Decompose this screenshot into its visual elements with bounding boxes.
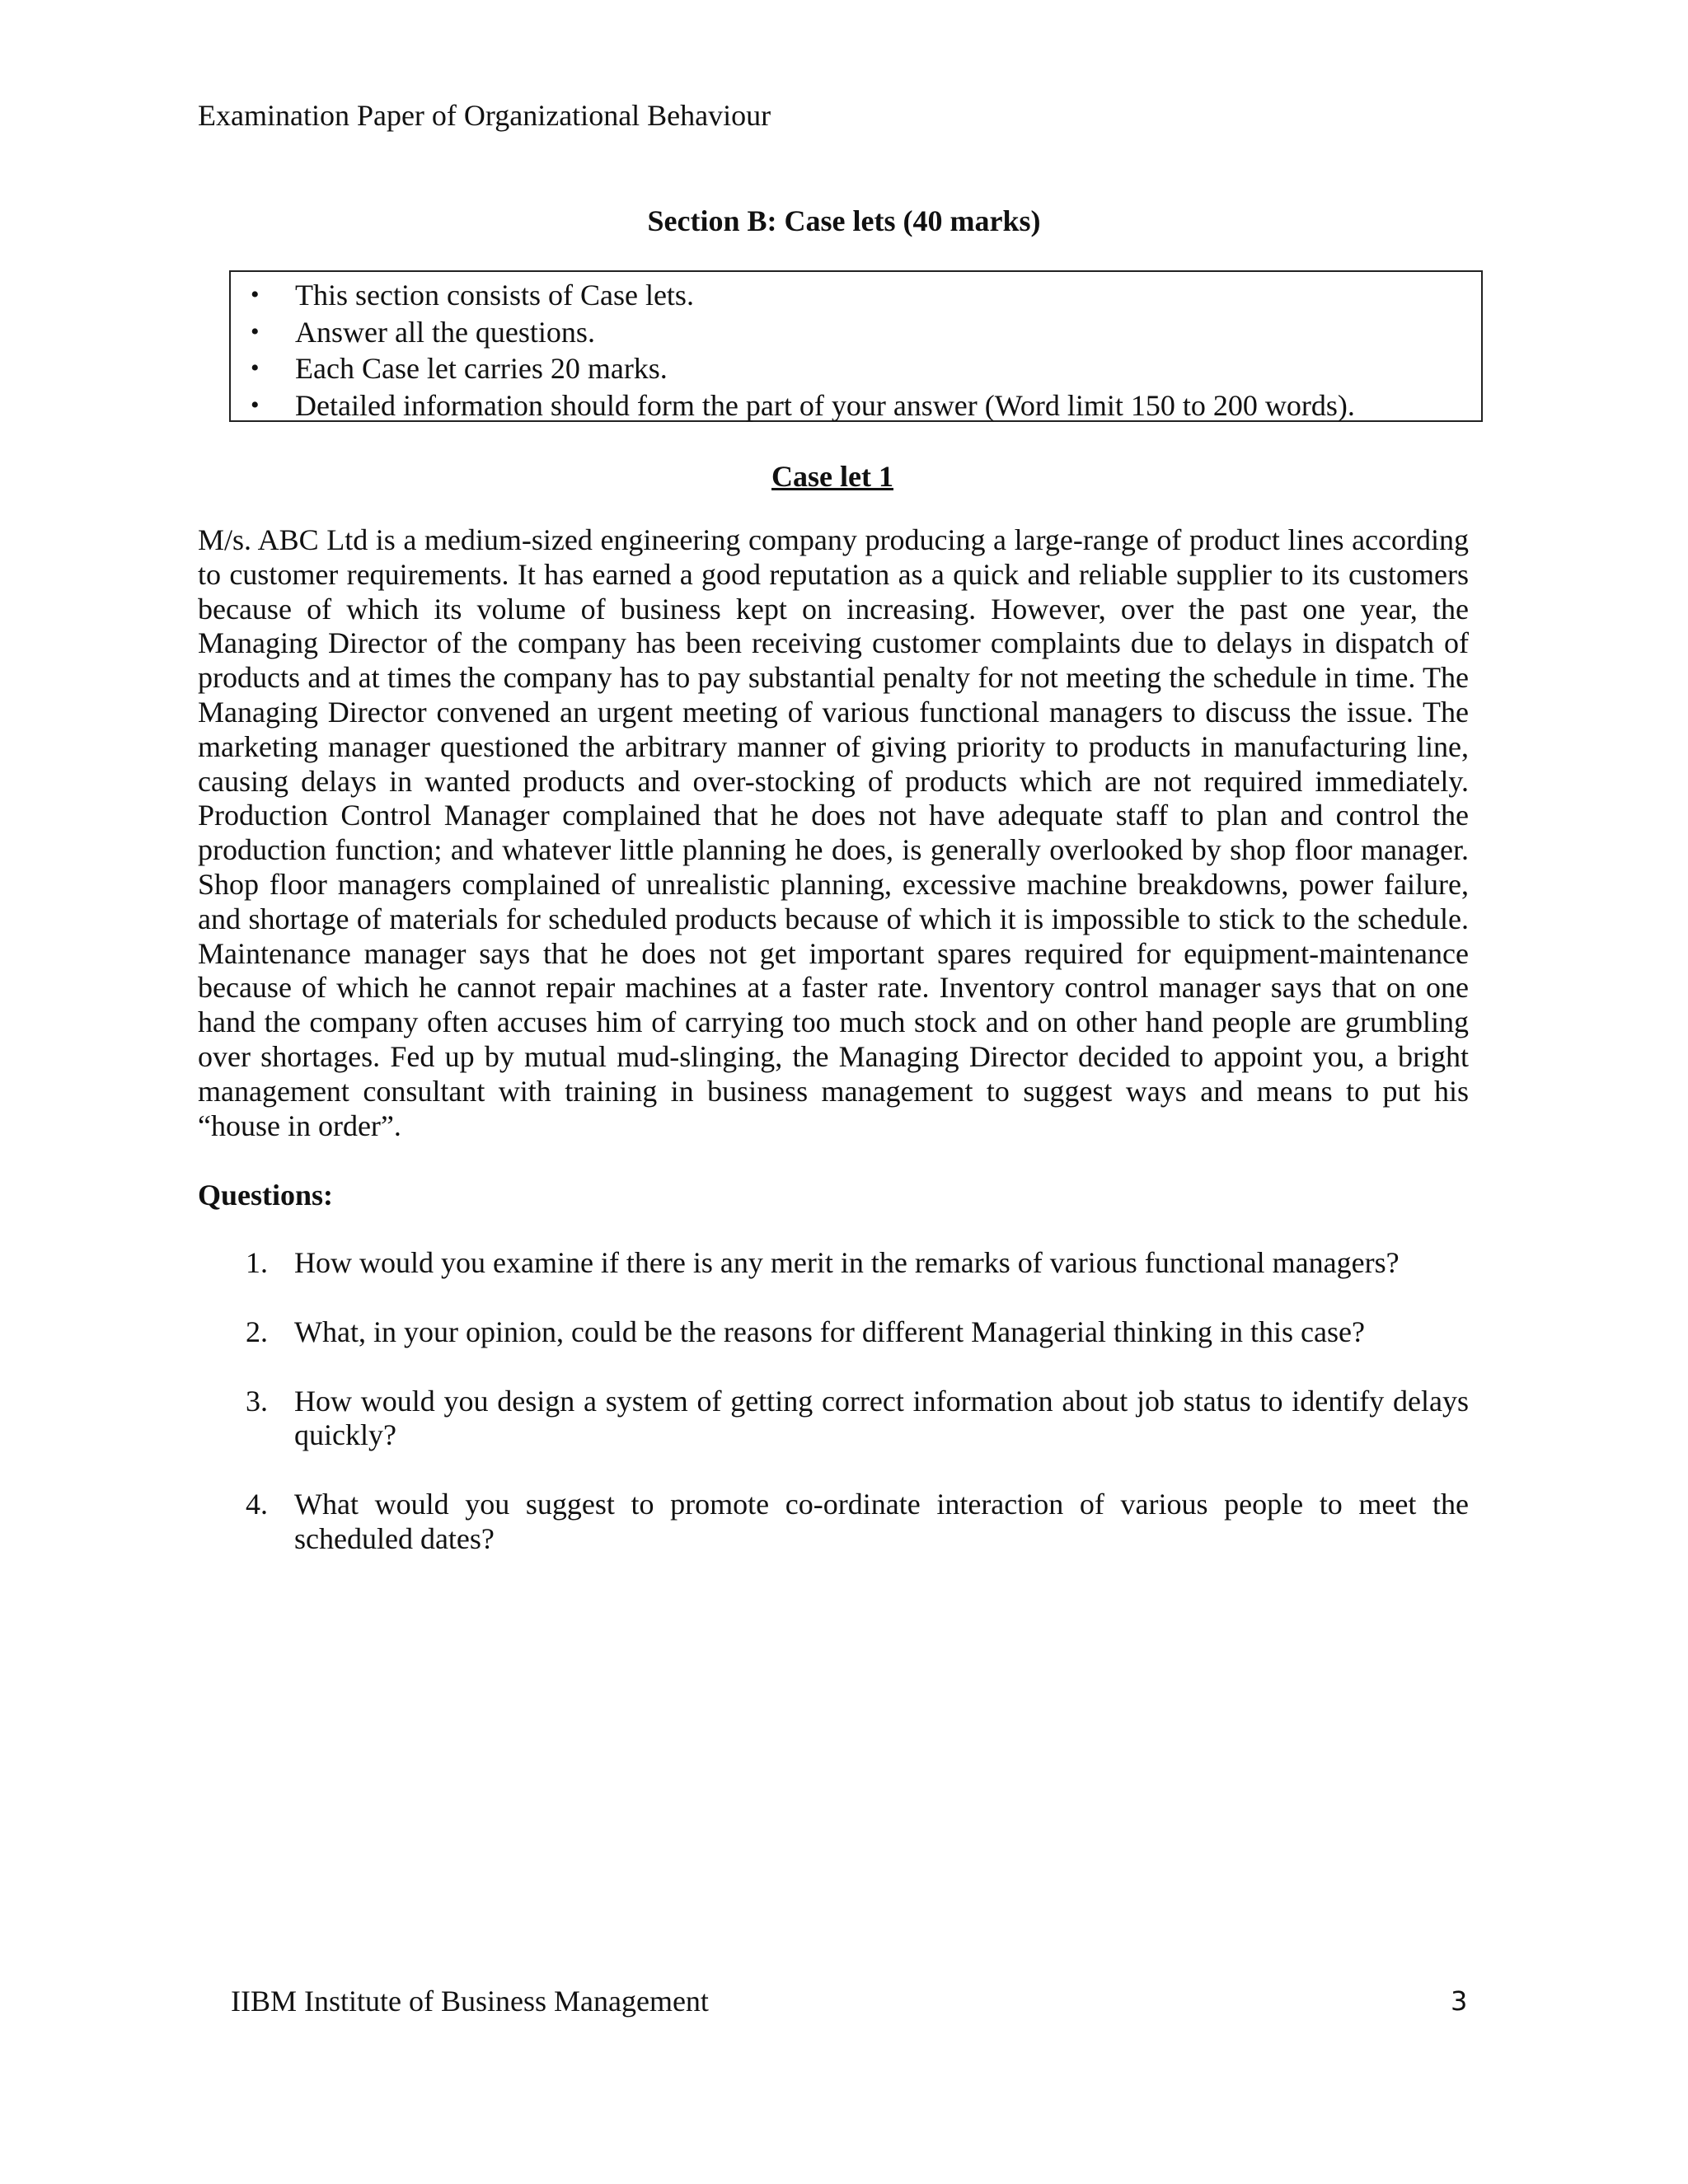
- instruction-item: [231, 350, 1481, 387]
- question-number: 2.: [246, 1315, 268, 1348]
- page-header-title: Examination Paper of Organizational Behaviour: [198, 99, 771, 132]
- question-text: How would you design a system of getting correct information about job status to identify delays quickly?: [294, 1384, 1469, 1452]
- question-number: 3.: [246, 1384, 268, 1418]
- question-text: How would you examine if there is any merit in the remarks of various functional managers?: [294, 1246, 1400, 1279]
- instruction-item: [231, 314, 1481, 351]
- question-item: [198, 1385, 1469, 1454]
- instruction-item: [231, 387, 1481, 424]
- footer-institute: IIBM Institute of Business Management: [231, 1985, 709, 2018]
- bullet-icon: •: [251, 317, 260, 345]
- instructions-box: [229, 270, 1483, 422]
- question-item: [198, 1315, 1469, 1350]
- bullet-icon: •: [251, 281, 260, 308]
- question-text: What, in your opinion, could be the reasons for different Managerial thinking in this case?: [294, 1315, 1365, 1348]
- bullet-icon: •: [251, 391, 260, 419]
- question-number: 4.: [246, 1488, 268, 1521]
- page-number: 3: [1451, 1985, 1468, 2017]
- questions-list: [198, 1246, 1469, 1591]
- instruction-text: This section consists of Case lets.: [295, 279, 694, 312]
- question-number: 1.: [246, 1246, 268, 1279]
- instruction-item: [231, 277, 1481, 314]
- bullet-icon: •: [251, 354, 260, 382]
- question-item: [198, 1488, 1469, 1557]
- question-item: [198, 1246, 1469, 1281]
- instruction-text: Detailed information should form the part of your answer (Word limit 150 to 200 words).: [295, 388, 1355, 422]
- instructions-list: [231, 277, 1481, 424]
- question-text: What would you suggest to promote co-ordinate interaction of various people to meet the scheduled dates?: [294, 1488, 1469, 1555]
- case-title: Case let 1: [771, 460, 893, 493]
- case-body-paragraph: M/s. ABC Ltd is a medium-sized engineering company producing a large-range of product lines according to customer requirements. It has earned a good reputation as a quick and reliable supplier to its customers because of which its volume of business kept on increasing. However, over the past one year, the Managing Director of the company has been receiving customer complaints due to delays in dispatch of products and at times the company has to pay substantial penalty for not meeting the schedule in time. The Managing Director convened an urgent meeting of various functional managers to discuss the issue. The marketing manager questioned the arbitrary manner of giving priority to products in manufacturing line, causing delays in wanted products and over-stocking of products which are not required immediately. Production Control Manager complained that he does not have adequate staff to plan and control the production function; and whatever little planning he does, is generally overlooked by shop floor manager. Shop floor managers complained of unrealistic planning, excessive machine breakdowns, power failure, and shortage of materials for scheduled products because of which it is impossible to stick to the schedule. Maintenance manager says that he does not get important spares required for equipment-maintenance because of which he cannot repair machines at a faster rate. Inventory control manager says that on one hand the company often accuses him of carrying too much stock and on other hand people are grumbling over shortages. Fed up by mutual mud-slinging, the Managing Director decided to appoint you, a bright management consultant with training in business management to suggest ways and means to put his “house in order”.: [198, 523, 1469, 1142]
- section-title: Section B: Case lets (40 marks): [647, 204, 1041, 237]
- instruction-text: Answer all the questions.: [295, 315, 595, 349]
- questions-heading: Questions:: [198, 1179, 334, 1212]
- instruction-text: Each Case let carries 20 marks.: [295, 352, 668, 385]
